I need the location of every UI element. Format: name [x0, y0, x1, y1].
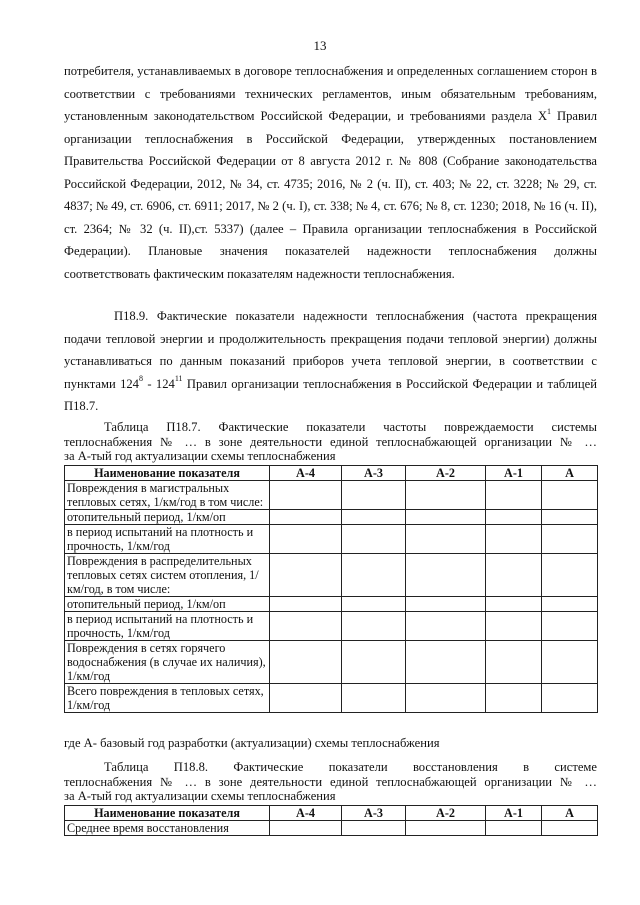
table-cell: [270, 554, 342, 597]
superscript: 8: [138, 374, 143, 384]
table-cell: [270, 641, 342, 684]
table-2-caption: [64, 760, 597, 804]
table-cell: [270, 481, 342, 510]
table-cell: [406, 597, 486, 612]
table-cell: [542, 821, 598, 836]
table-cell: [342, 612, 406, 641]
column-header: Наименование показателя: [65, 466, 270, 481]
table-cell: [270, 510, 342, 525]
column-header: А-4: [270, 806, 342, 821]
table-row: [65, 641, 598, 684]
row-label: Среднее время восстановления: [65, 821, 270, 836]
table-cell: [342, 525, 406, 554]
column-header: А-3: [342, 466, 406, 481]
table-cell: [542, 525, 598, 554]
table-header-row: [65, 806, 598, 821]
column-header: А-2: [406, 466, 486, 481]
table-1-caption-line: за А-тый год актуализации схемы теплоснабжения: [64, 449, 336, 463]
table-2-caption-line: теплоснабжения № … в зоне деятельности единой теплоснабжающей организации № …: [64, 774, 597, 789]
row-label: Повреждения в магистральных тепловых сетях, 1/км/год в том числе:: [65, 481, 270, 510]
row-label: в период испытаний на плотность и прочность, 1/км/год: [65, 525, 270, 554]
table-row: [65, 597, 598, 612]
table-cell: [542, 612, 598, 641]
table-header-row: [65, 466, 598, 481]
table-cell: [270, 821, 342, 836]
paragraph-2: [64, 305, 597, 418]
row-label: в период испытаний на плотность и прочность, 1/км/год: [65, 612, 270, 641]
column-header: А-4: [270, 466, 342, 481]
row-label: Повреждения в распределительных тепловых сетях систем отопления, 1/км/год, в том числе:: [65, 554, 270, 597]
table-cell: [542, 597, 598, 612]
table-cell: [406, 641, 486, 684]
table-cell: [406, 525, 486, 554]
column-header: А: [542, 466, 598, 481]
table-cell: [486, 481, 542, 510]
table-cell: [406, 554, 486, 597]
table-cell: [270, 597, 342, 612]
table-1-footnote: где А- базовый год разработки (актуализации) схемы теплоснабжения: [64, 736, 440, 750]
table-cell: [342, 684, 406, 713]
table-cell: [486, 612, 542, 641]
table-row: [65, 510, 598, 525]
table-cell: [486, 525, 542, 554]
table-cell: [486, 554, 542, 597]
page-number: 13: [313, 38, 327, 53]
table-row: [65, 684, 598, 713]
row-label: отопительный период, 1/км/оп: [65, 510, 270, 525]
table-cell: [406, 612, 486, 641]
row-label: отопительный период, 1/км/оп: [65, 597, 270, 612]
paragraph-1: [64, 60, 597, 285]
column-header: А: [542, 806, 598, 821]
table-row: [65, 481, 598, 510]
paragraph-2-text-end: Правил организации теплоснабжения в Российской Федерации и таблицей П18.7.: [64, 376, 597, 413]
table-row: [65, 821, 598, 836]
table-cell: [542, 510, 598, 525]
table-cell: [406, 510, 486, 525]
table-cell: [270, 684, 342, 713]
table-cell: [406, 481, 486, 510]
table-row: [65, 554, 598, 597]
paragraph-2-text: П18.9. Фактические показатели надежности теплоснабжения (частота прекращения подачи тепловой энергии и продолжительность прекращения подачи тепловой энергии) должны устанавливаться по данным показаний приборов учета тепловой энергии, в соответствии с пунктами 124: [64, 309, 597, 391]
table-cell: [342, 821, 406, 836]
column-header: А-3: [342, 806, 406, 821]
reliability-table: [64, 465, 598, 713]
column-header: Наименование показателя: [65, 806, 270, 821]
column-header: А-2: [406, 806, 486, 821]
table-cell: [406, 821, 486, 836]
table-1-caption-line: Таблица П18.7. Фактические показатели частоты повреждаемости системы: [104, 420, 597, 434]
table-cell: [486, 684, 542, 713]
table-cell: [342, 481, 406, 510]
column-header: А-1: [486, 806, 542, 821]
column-header: А-1: [486, 466, 542, 481]
recovery-table: [64, 805, 598, 836]
table-cell: [486, 510, 542, 525]
table-cell: [342, 554, 406, 597]
table-cell: [342, 510, 406, 525]
table-row: [65, 525, 598, 554]
table-cell: [406, 684, 486, 713]
table-cell: [342, 597, 406, 612]
paragraph-2-text-cont: - 124: [142, 376, 175, 391]
table-cell: [542, 481, 598, 510]
table-2-caption-line: Таблица П18.8. Фактические показатели восстановления в системе: [104, 760, 597, 774]
table-cell: [270, 525, 342, 554]
superscript: 11: [174, 374, 183, 384]
superscript: 1: [547, 106, 552, 116]
table-row: [65, 612, 598, 641]
table-cell: [542, 684, 598, 713]
table-cell: [486, 597, 542, 612]
table-cell: [270, 612, 342, 641]
table-cell: [342, 641, 406, 684]
table-cell: [486, 821, 542, 836]
paragraph-1-text-cont: Правил организации теплоснабжения в Российской Федерации, утвержденных постановлением Правительства Российской Федерации от 8 августа 2012 г. № 808 (Собрание законодательства Российской Федерации, 2012, № 34, ст. 4735; 2016, № 2 (ч. II), ст. 403; № 22, ст. 3228; № 29, ст. 4837; № 49, ст. 6906, ст. 6911; 2017, № 2 (ч. I), ст. 338; № 4, ст. 676; № 8, ст. 1230; 2018, № 16 (ч. II), ст. 2364; № 32 (ч. II),ст. 5337) (далее – Правила организации теплоснабжения в Российской Федерации). Плановые значения показателей надежности теплоснабжения должны соответствовать фактическим показателям надежности теплоснабжения.: [64, 109, 597, 281]
row-label: Повреждения в сетях горячего водоснабжения (в случае их наличия), 1/км/год: [65, 641, 270, 684]
table-cell: [542, 554, 598, 597]
table-1-caption-line: теплоснабжения № … в зоне деятельности единой теплоснабжающей организации № …: [64, 434, 597, 449]
paragraph-1-text: потребителя, устанавливаемых в договоре теплоснабжения и определенных соглашением сторон в соответствии с требованиями технических регламентов, иным обязательным требованиям, установленным законодательством Российской Федерации, и требованиями раздела X: [64, 64, 597, 123]
table-1-caption: [64, 420, 597, 464]
table-cell: [542, 641, 598, 684]
row-label: Всего повреждения в тепловых сетях, 1/км/год: [65, 684, 270, 713]
table-cell: [486, 641, 542, 684]
table-2-caption-line: за А-тый год актуализации схемы теплоснабжения: [64, 789, 336, 803]
